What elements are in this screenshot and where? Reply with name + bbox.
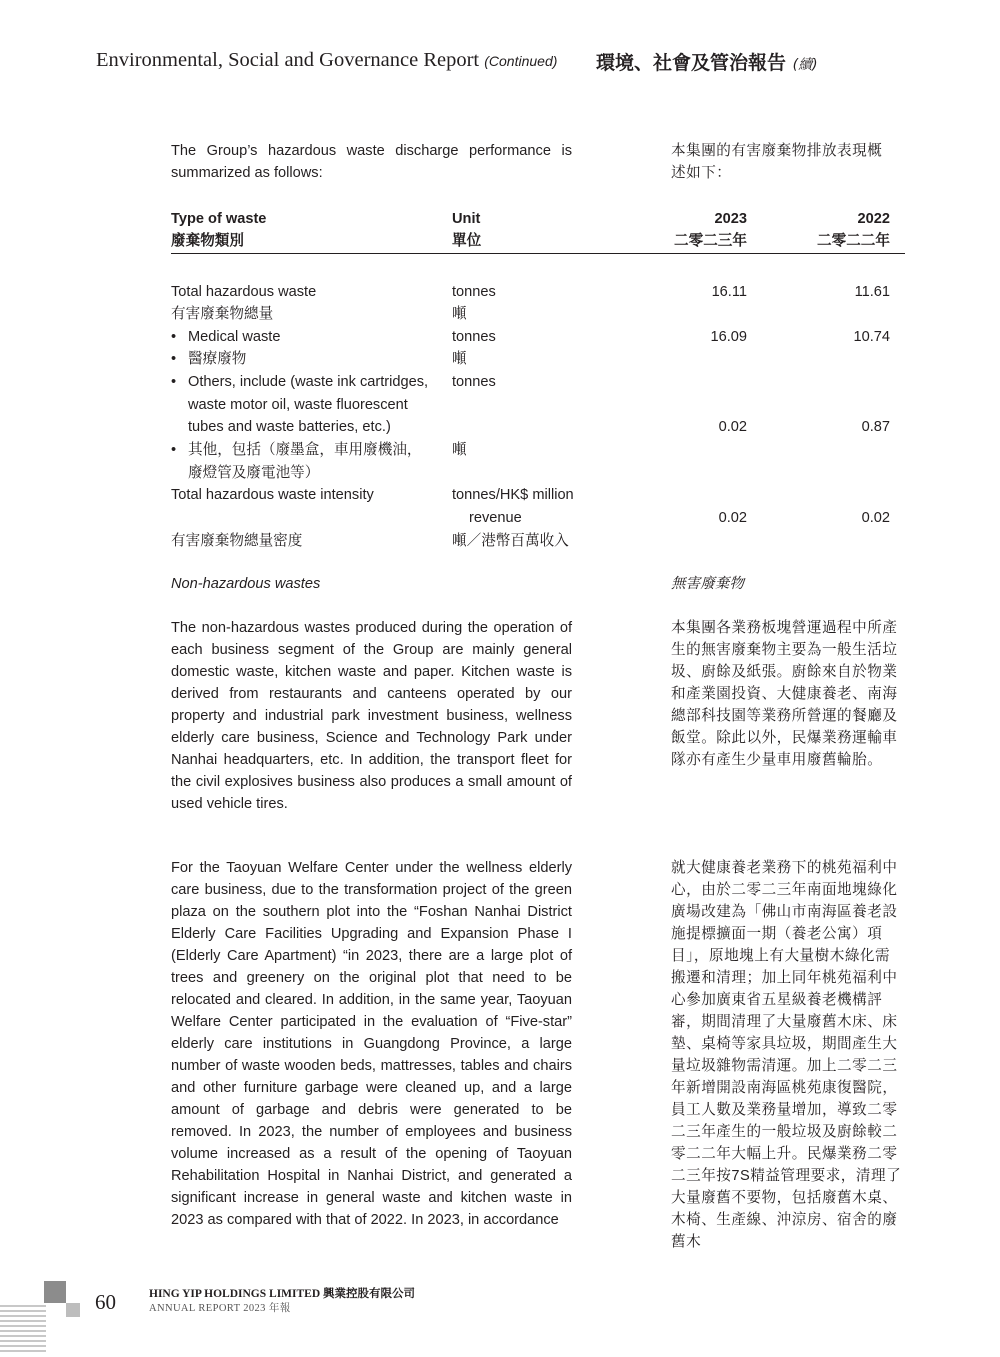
report-title-zh	[596, 48, 818, 75]
row-others-label-en-l1: Others, include (waste ink cartridges,	[188, 374, 429, 390]
row-medical-unit-zh: 噸	[452, 351, 467, 367]
bullet-icon: •	[171, 329, 177, 345]
row-intensity-2022: 0.02	[861, 510, 890, 526]
row-others-2023: 0.02	[718, 419, 747, 435]
row-intensity-2023: 0.02	[718, 510, 747, 526]
section-heading-en: Non-hazardous wastes	[171, 576, 321, 592]
col-header-type-zh: 廢棄物類別	[171, 233, 244, 249]
para1-zh: 本集團各業務板塊營運過程中所產生的無害廢棄物主要為一般生活垃圾、廚餘及紙張。廚餘來自於物業和產業園投資、大健康養老、南海總部科技園等業務所營運的餐廳及飯堂。除此以外，民爆業務運輸車隊亦有產生少量車用廢舊輪胎。	[671, 620, 898, 768]
row-total-label-en: Total hazardous waste	[171, 284, 317, 300]
footer-report: ANNUAL REPORT 2023 年報	[149, 1303, 291, 1314]
col-header-unit-en: Unit	[452, 211, 481, 227]
col-header-2023-zh: 二零二三年	[674, 233, 747, 249]
row-intensity-unit-en-l2: revenue	[469, 510, 522, 526]
row-medical-unit-en: tonnes	[452, 329, 496, 345]
row-others-unit-en: tonnes	[452, 374, 496, 390]
report-title-zh-continued: (續)	[792, 57, 818, 73]
row-others-label-zh-l1: 其他，包括（廢墨盒，車用廢機油，	[188, 442, 422, 458]
row-medical-label-en-text: Medical waste	[188, 329, 281, 345]
row-others-unit-zh: 噸	[452, 442, 467, 458]
intro-zh	[671, 140, 905, 184]
para1-en: The non-hazardous wastes produced during the operation of each business segment of the Group are mainly general domestic waste, kitchen waste and paper. Kitchen waste is derived from restaurants and canteens operated by our property and industrial park investment business, wellness elderly care business, Science and Technology Park under Nanhai headquarters, etc. In addition, the transport fleet for the civil explosives business also produces a small amount of used vehicle tires.	[171, 620, 572, 812]
page-number: 60	[95, 1290, 116, 1314]
section-heading-zh: 無害廢棄物	[671, 576, 744, 592]
report-title-en	[96, 49, 557, 72]
row-medical-2023: 16.09	[710, 329, 747, 345]
report-title-en-continued: (Continued)	[484, 53, 558, 69]
col-header-2023-en: 2023	[714, 211, 747, 227]
row-intensity-label-en: Total hazardous waste intensity	[171, 487, 374, 503]
bullet-icon: •	[171, 374, 177, 390]
bullet-icon: •	[171, 351, 177, 367]
row-total-unit-zh: 噸	[452, 306, 467, 322]
intro-zh-line1: 本集團的有害廢棄物排放表現概	[671, 143, 883, 159]
bullet-icon: •	[171, 442, 177, 458]
report-title-zh-text: 環境、社會及管治報告	[596, 52, 787, 74]
col-header-2022-zh: 二零二二年	[817, 233, 890, 249]
para2-en: For the Taoyuan Welfare Center under the wellness elderly care business, due to the transformation project of the green plaza on the southern plot into the “Foshan Nanhai District Elderly Care Facilities Upgrading and Expansion Phase I (Elderly Care Apartment) “in 2023, there are a large plot of trees and greenery on the original plot that need to be relocated and cleared. In addition, in the same year, Taoyuan Welfare Center participated in the evaluation of “Five-star” elderly care institutions in Guangdong Province, a large number of waste wooden beds, mattresses, tables and chairs and other furniture garbage were cleaned up, and a large amount of garbage and debris were generated to be removed. In 2023, the number of employees and business volume increased as a result of the opening of Taoyuan Rehabilitation Hospital in Nanhai District, and generated a significant increase in general waste and kitchen waste in 2023 as compared with that of 2022. In 2023, in accordance	[171, 860, 572, 1228]
row-intensity-unit-en-l1: tonnes/HK$ million	[452, 487, 574, 503]
row-total-label-zh: 有害廢棄物總量	[171, 306, 274, 322]
footer-company: HING YIP HOLDINGS LIMITED 興業控股有限公司	[149, 1288, 416, 1300]
row-others-label-zh-l2: 廢燈管及廢電池等）	[188, 465, 320, 481]
row-intensity-unit-zh: 噸／港幣百萬收入	[452, 533, 569, 549]
row-total-2022: 11.61	[854, 284, 890, 300]
table-header-rule	[171, 253, 905, 254]
row-medical-2022: 10.74	[853, 329, 890, 345]
col-header-unit-zh: 單位	[452, 233, 482, 249]
row-intensity-label-zh: 有害廢棄物總量密度	[171, 533, 303, 549]
row-medical-label-zh-text: 醫療廢物	[188, 351, 247, 367]
row-others-label-en-l2: waste motor oil, waste fluorescent	[188, 397, 408, 413]
intro-en: The Group’s hazardous waste discharge performance is summarized as follows:	[171, 143, 572, 181]
row-others-label-en-l3: tubes and waste batteries, etc.)	[188, 419, 391, 435]
row-total-unit-en: tonnes	[452, 284, 496, 300]
intro-zh-line2: 述如下：	[671, 165, 732, 181]
col-header-type-en: Type of waste	[171, 211, 267, 227]
footer-decoration-graphic	[0, 1281, 82, 1357]
col-header-2022-en: 2022	[857, 211, 890, 227]
row-others-2022: 0.87	[861, 419, 890, 435]
report-title-en-text: Environmental, Social and Governance Report	[96, 49, 480, 71]
para2-zh: 就大健康養老業務下的桃苑福利中心，由於二零二三年南面地塊綠化廣場改建為「佛山市南海區養老設施提標擴面一期（養老公寓）項目」，原地塊上有大量樹木綠化需搬遷和清理；加上同年桃苑福利中心參加廣東省五星級養老機構評審，期間清理了大量廢舊木床、床墊、桌椅等家具垃圾，期間產生大量垃圾雜物需清運。加上二零二三年新增開設南海區桃苑康復醫院，員工人數及業務量增加，導致二零二三年產生的一般垃圾及廚餘較二零二二年大幅上升。民爆業務二零二三年按7S精益管理要求，清理了大量廢舊不要物，包括廢舊木桌、木椅、生產線、沖涼房、宿舍的廢舊木	[671, 860, 902, 1250]
row-total-2023: 16.11	[711, 284, 747, 300]
